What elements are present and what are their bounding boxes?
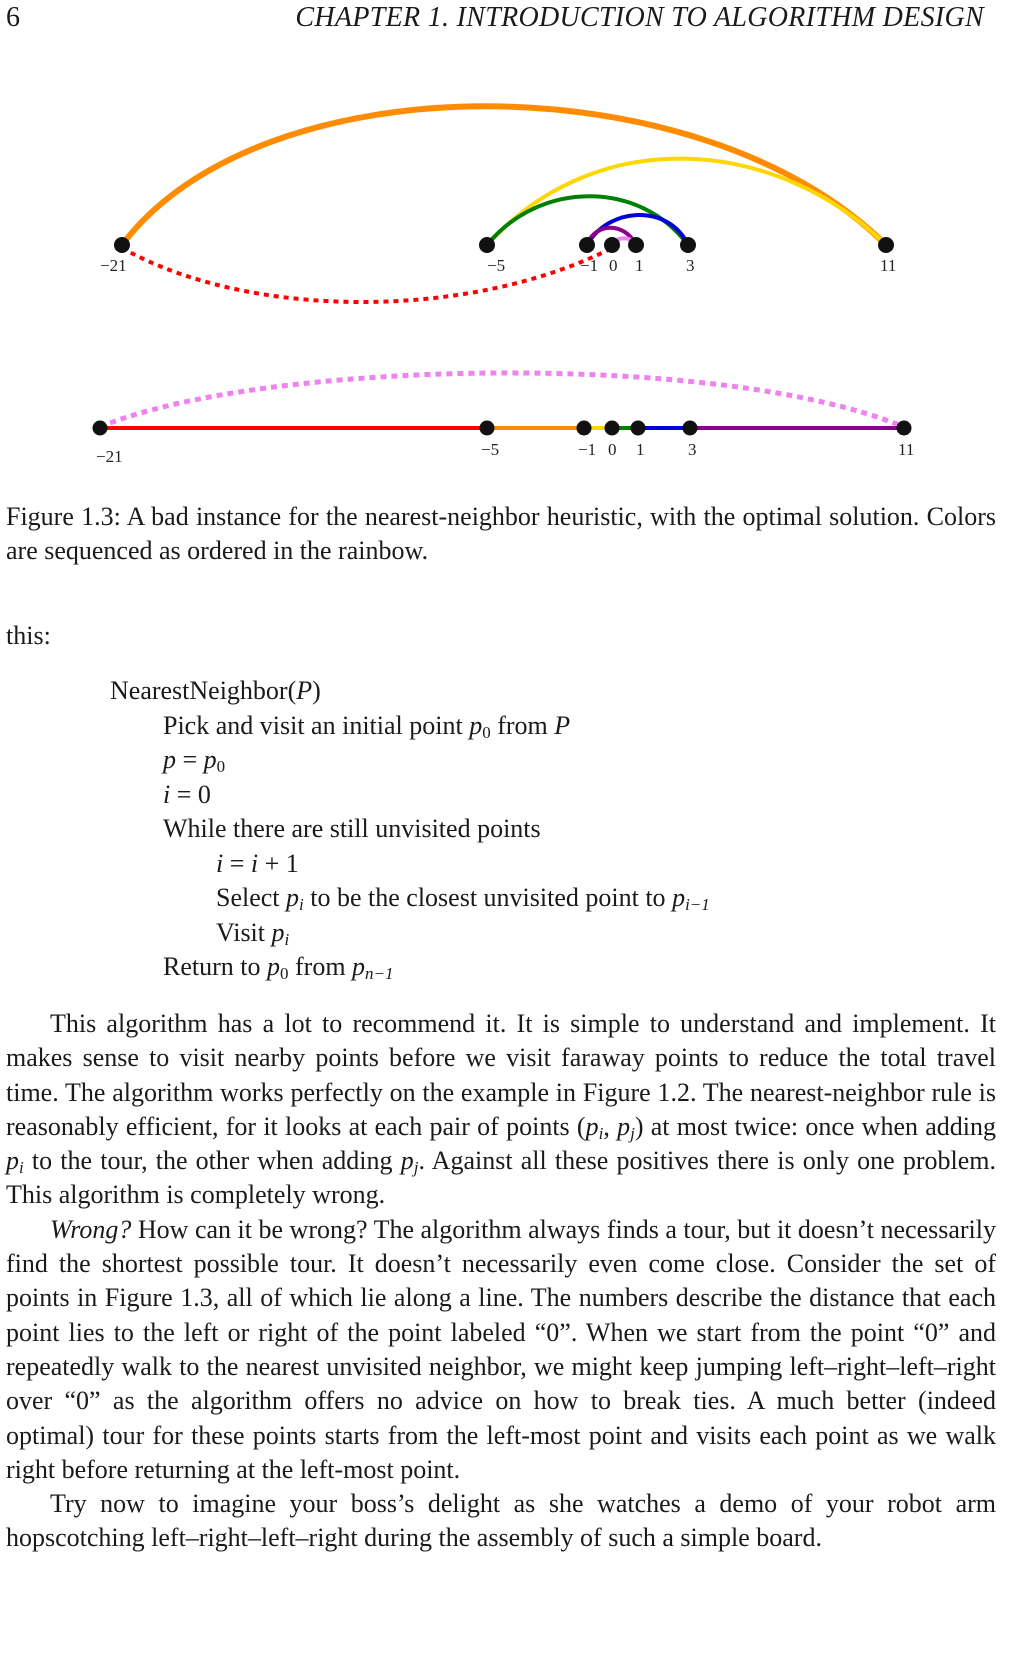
algo-text: Pick and visit an initial point [163, 710, 470, 740]
math-var: i [163, 779, 171, 809]
math-var: i [216, 848, 224, 878]
paragraph-1 [6, 1007, 996, 1213]
point-11 [878, 237, 894, 253]
algo-line-1 [110, 709, 710, 744]
edge-red-dotted [122, 248, 612, 302]
text-run: to the tour, the other when adding [23, 1146, 401, 1176]
point-neg5 [479, 237, 495, 253]
algo-line-5 [110, 847, 710, 882]
algo-line-2 [110, 743, 710, 778]
math-var: p [286, 883, 300, 912]
math-sub: n−1 [365, 964, 394, 983]
math-var: p [469, 710, 483, 740]
bottom-tick-labels [96, 440, 914, 466]
top-tick-labels [100, 256, 896, 275]
math-sub: 0 [482, 722, 491, 742]
tick-label: 3 [686, 256, 695, 275]
point-neg5 [480, 421, 495, 436]
tick-label: −1 [580, 256, 599, 275]
tick-label: −1 [578, 440, 597, 459]
text-run: How can it be wrong? The algorithm always finds a tour, but it doesn’t necessarily find the shortest possible tour. It doesn’t necessarily even come close. Consider the set of points in Figure 1.3, all of which lie along a line. The numbers describe the distance that each point lies to the left or right of the point labeled “0”. When we start from the point “0” and repeatedly walk to the nearest unvisited neighbor, we might keep jumping left–right–left–right over “0” as the algorithm offers no advice on how to break ties. A much better (indeed optimal) tour for these points starts from the left-most point and visits each point as we walk right before returning at the left-most point. [6, 1214, 996, 1484]
tick-label: 0 [608, 440, 617, 459]
tick-label: 1 [635, 256, 644, 275]
tick-label: −5 [481, 440, 500, 459]
math-sub: i [598, 1123, 604, 1143]
algo-arg: P [296, 676, 313, 705]
tour-diagram [0, 40, 1015, 470]
algo-text: = [223, 848, 251, 878]
point-3 [683, 421, 698, 436]
point-3 [680, 237, 696, 253]
math-var: p [672, 883, 686, 912]
math-var: P [554, 710, 571, 740]
tick-label: 11 [898, 440, 915, 459]
math-sub: 0 [280, 964, 289, 983]
pseudocode-block [110, 674, 710, 985]
math-sub: j [630, 1123, 635, 1143]
math-sub: j [413, 1158, 419, 1178]
point-1 [631, 421, 646, 436]
algo-text: + 1 [258, 848, 299, 878]
algo-line-7 [110, 916, 710, 951]
point-1 [628, 237, 644, 253]
algo-line-3 [110, 778, 710, 813]
tick-label: 1 [636, 440, 645, 459]
text-run: . Against all these positives there is only one problem. This algorithm is completely wrong. [6, 1146, 996, 1210]
math-sub: i−1 [685, 895, 710, 914]
nearest-neighbor-tour [100, 106, 896, 302]
algo-text: Visit [216, 917, 272, 947]
algo-text: = [176, 745, 204, 774]
paragraph-2 [6, 1213, 996, 1487]
math-sub: i [299, 895, 304, 914]
math-var: p [163, 745, 176, 774]
tick-label: 11 [880, 256, 897, 275]
paragraph-3: Try now to imagine your boss’s delight as she watches a demo of your robot arm hopscotching left–right–left–right during the assembly of such a simple board. [6, 1489, 996, 1553]
math-var: p [352, 952, 366, 981]
tick-label: 3 [688, 440, 697, 459]
emphasis: Wrong? [50, 1214, 132, 1244]
algo-text: Return to [163, 952, 267, 981]
page-header [0, 0, 1000, 36]
point-11 [897, 421, 912, 436]
top-points [114, 237, 894, 253]
tick-label: −21 [96, 447, 123, 466]
algo-text: to be the closest unvisited point to [303, 883, 673, 912]
figure-1-3 [0, 40, 1015, 470]
math-var: p [585, 1111, 599, 1141]
point-0 [604, 237, 620, 253]
algo-text: from [490, 710, 555, 740]
math-var: p [400, 1146, 414, 1176]
body-text [6, 1007, 996, 1556]
math-var: p [6, 1146, 19, 1176]
edge-violet-dotted [100, 373, 904, 427]
algo-line-6 [110, 881, 710, 916]
text-run: ) at most twice: once when adding [634, 1111, 996, 1141]
algo-line-8 [110, 950, 710, 985]
point-neg21 [114, 237, 130, 253]
algo-text: = 0 [170, 779, 211, 809]
algo-text: Select [216, 883, 287, 912]
math-sub: i [19, 1158, 24, 1178]
text-run: This algorithm has a lot to recommend it. It is simple to understand and implement. It makes sense to visit nearby points before we visit faraway points to reduce the total travel time. The algorithm works perfectly on the example in Figure 1.2. The nearest-neighbor rule is reasonably efficient, for it looks at each pair of points ( [6, 1009, 996, 1141]
algo-text: from [288, 952, 353, 981]
figure-caption: Figure 1.3: A bad instance for the nearest-neighbor heuristic, with the optimal solution. Colors are sequenced as ordered in the rainbow. [6, 502, 996, 565]
math-sub: 0 [216, 757, 226, 776]
optimal-tour [93, 373, 915, 466]
page-number: 6 [6, 2, 20, 33]
lead-in-text: this: [6, 621, 51, 650]
point-neg21 [93, 421, 108, 436]
math-var: p [267, 952, 280, 981]
text-run: , [603, 1111, 618, 1141]
math-var: p [203, 745, 217, 774]
math-var: i [250, 848, 259, 878]
tick-label: 0 [609, 256, 618, 275]
tick-label: −21 [100, 256, 127, 275]
math-sub: i [284, 929, 290, 949]
algo-line-4: While there are still unvisited points [163, 814, 541, 843]
point-0 [605, 421, 620, 436]
math-var: p [617, 1111, 631, 1141]
algo-name: NearestNeighbor [110, 676, 288, 705]
point-neg1 [577, 421, 592, 436]
tick-label: −5 [487, 256, 506, 275]
algo-signature: NearestNeighbor(P) [110, 676, 321, 705]
point-neg1 [579, 237, 595, 253]
math-var: p [271, 917, 285, 947]
running-head: CHAPTER 1. INTRODUCTION TO ALGORITHM DESIGN [295, 2, 984, 33]
